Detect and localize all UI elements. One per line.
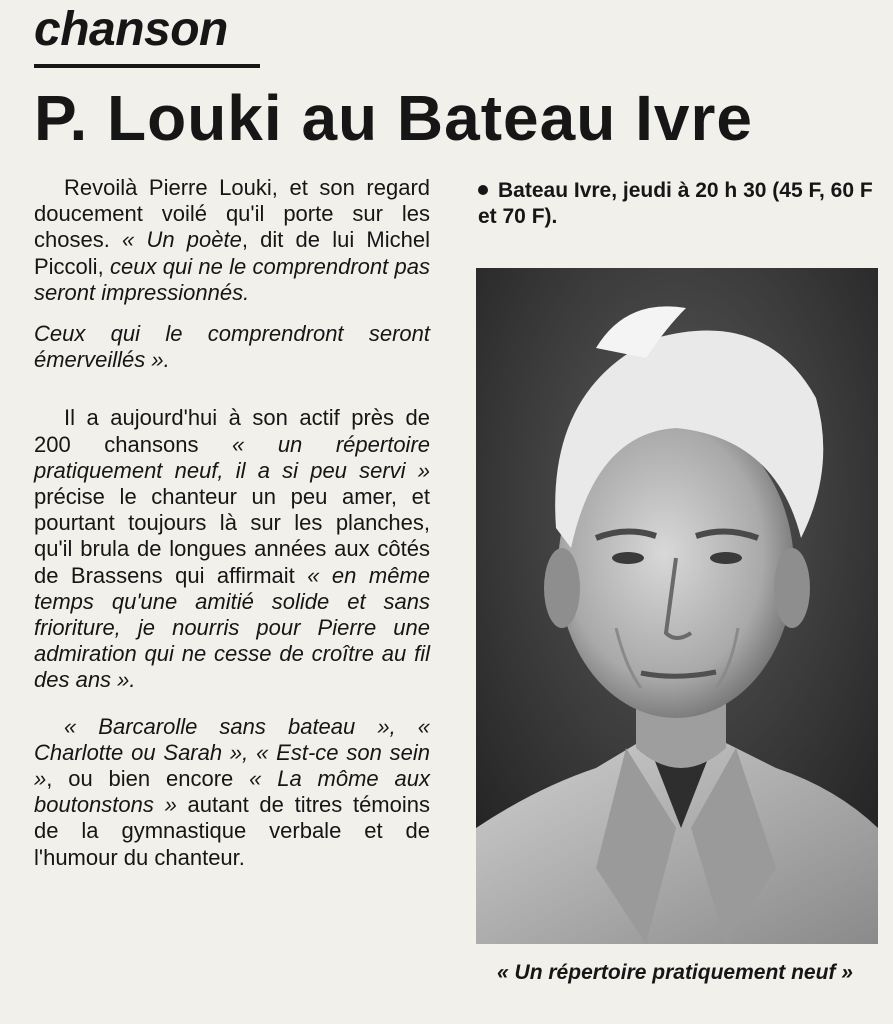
paragraph-3 — [34, 405, 430, 693]
p2-quote: Ceux qui le comprendront seront émerveillés ». — [34, 321, 430, 373]
portrait-photo — [476, 268, 878, 944]
p1-quote-a: « Un poète — [122, 227, 242, 253]
paragraph-2 — [34, 321, 430, 373]
paragraph-4 — [34, 714, 430, 871]
p1-text-b: , dit de lui Michel Piccoli, — [34, 227, 431, 279]
p4-titles-b: « La môme aux boutonstons » — [34, 766, 430, 818]
portrait-illustration — [476, 268, 878, 944]
event-info-text: Bateau Ivre, jeudi à 20 h 30 (45 F, 60 F et 70 F). — [478, 179, 873, 228]
p3-text-b: précise le chanteur un peu amer, et pourtant toujours là sur les planches, qu'il brula de longues années aux côtés de Brassens qui affirmait — [34, 484, 430, 588]
bullet-icon — [478, 185, 488, 195]
p4-text-b: autant de titres témoins de la gymnastique verbale et de l'humour du chanteur. — [34, 792, 430, 870]
p3-quote-a: « un répertoire pratiquement neuf, il a si peu servi » — [34, 431, 430, 483]
p1-quote-b: ceux qui ne le comprendront pas seront impressionnés. — [34, 253, 430, 305]
p3-text-a: Il a aujourd'hui à son actif près de 200 chansons — [34, 405, 430, 457]
p3-quote-b: « en même temps qu'une amitié solide et sans frioriture, je nourris pour Pierre une admiration qui ne cesse de croître au fil des ans ». — [34, 562, 430, 693]
section-rubric: chanson — [34, 3, 228, 56]
paragraph-1 — [34, 175, 430, 306]
article-headline: P. Louki au Bateau Ivre — [34, 82, 753, 154]
p1-text-a: Revoilà Pierre Louki, et son regard doucement voilé qu'il porte sur les choses. — [34, 175, 430, 253]
article-body — [34, 175, 430, 871]
photo-caption: « Un répertoire pratiquement neuf » — [497, 961, 853, 984]
event-info — [478, 178, 878, 230]
p4-titles-a: « Barcarolle sans bateau », « Charlotte ou Sarah », « Est-ce son sein » — [34, 713, 430, 792]
p4-text-a: , ou bien encore — [46, 766, 250, 792]
rubric-underline — [34, 64, 260, 68]
